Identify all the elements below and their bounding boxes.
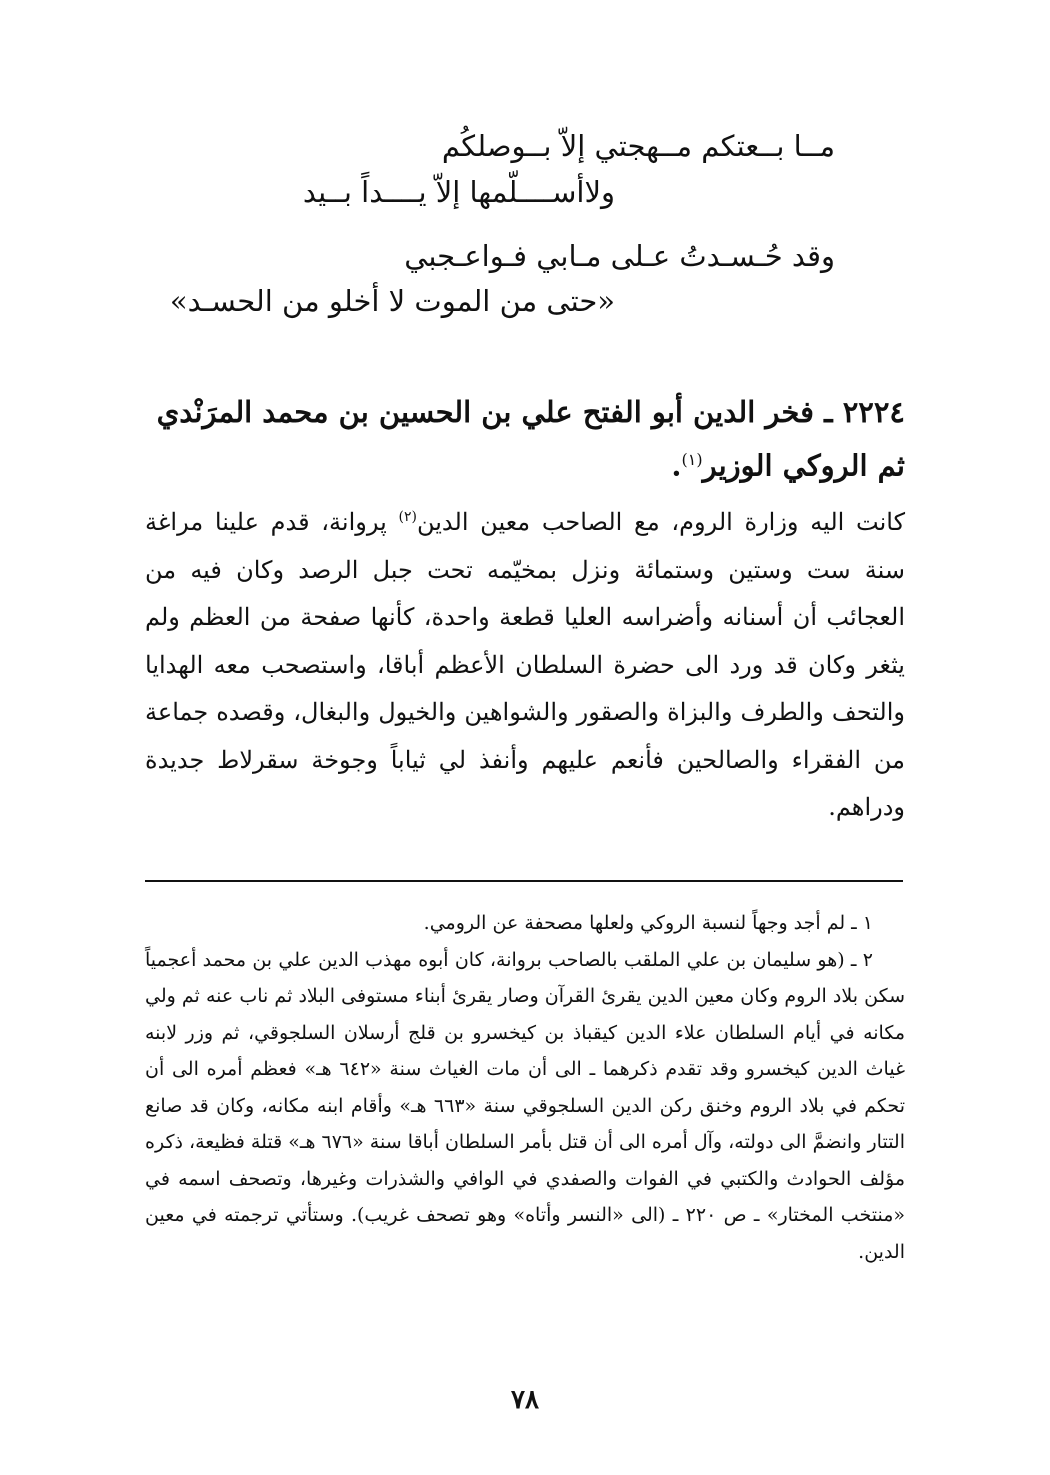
footnote-1: ١ ـ لم أجد وجهاً لنسبة الروكي ولعلها مصحفة عن الرومي.	[423, 912, 873, 934]
entry-body	[145, 494, 905, 832]
entry-heading-text: ٢٢٢٤ ـ فخر الدين أبو الفتح علي بن الحسين بن محمد المرَنْدي ثم الروكي الوزير	[156, 395, 905, 483]
body-part-1: كانت اليه وزارة الروم، مع الصاحب معين الدين	[416, 508, 906, 536]
footnote-divider	[145, 880, 903, 882]
page-number: ٧٨	[511, 1385, 539, 1415]
heading-footnote-ref: (١)	[681, 450, 703, 469]
footnote-2: ٢ ـ (هو سليمان بن علي الملقب بالصاحب بروانة، كان أبوه مهذب الدين علي بن محمد أعجمياً سكن بلاد الروم وكان معين الدين يقرئ القرآن وصار يقرئ أبناء مستوفى البلاد ثم ناب عنه ثم ولي مكانه في أيام السلطان علاء الدين كيقباذ بن كيخسرو بن قلج أرسلان السلجوقي، ثم وزر لابنه غياث الدين كيخسرو وقد تقدم ذكرهما ـ الى أن مات الغياث سنة «٦٤٢ هـ» فعظم أمره الى أن تحكم في بلاد الروم وخنق ركن الدين السلجوقي سنة «٦٦٣ هـ» وأقام ابنه مكانه، وكان قد صانع التتار وانضمَّ الى دولته، وآل أمره الى أن قتل بأمر السلطان أباقا سنة «٦٧٦ هـ» قتلة فظيعة، ذكره مؤلف الحوادث والكتبي في الفوات والصفدي في الوافي والشذرات وغيرها، وتصحف اسمه في «منتخب المختار» ـ ص ٢٢٠ ـ (الى «النسر وأتاه» وهو تصحف غريب). وستأتي ترجمته في معين الدين.	[145, 948, 906, 1263]
verse-line-2: ولاأســــلّمها إلاّ يــــداً بــيد	[302, 175, 615, 209]
body-footnote-ref: (٢)	[398, 509, 417, 525]
verse-line-4: «حتى من الموت لا أخلو من الحسـد»	[169, 284, 615, 318]
entry-heading	[145, 388, 905, 490]
body-paragraph	[145, 494, 905, 832]
verse-line-1: مــا بــعتكم مــهجتي إلاّ بــوصلكُم	[441, 129, 835, 163]
verse-line-3: وقد حُـسـدتُ عـلى مـابي فـواعـجبي	[404, 239, 835, 273]
footnotes	[145, 905, 905, 1270]
heading-end: .	[671, 448, 682, 483]
body-part-2: پروانة، قدم علينا مراغة سنة ست وستين وستمائة ونزل بمخيّمه تحت جبل الرصد وكان فيه من العجائب أن أسنانه وأضراسه العليا قطعة واحدة، كأنها صفحة من العظم ولم يثغر وكان قد ورد الى حضرة السلطان الأعظم أباقا، واستصحب معه الهدايا والتحف والطرف والبزاة والصقور والشواهين والخيول والبغال، وقصده جماعة من الفقراء والصالحين فأنعم عليهم وأنفذ لي ثياباً وجوخة سقرلاط جديدة ودراهم.	[145, 508, 905, 821]
